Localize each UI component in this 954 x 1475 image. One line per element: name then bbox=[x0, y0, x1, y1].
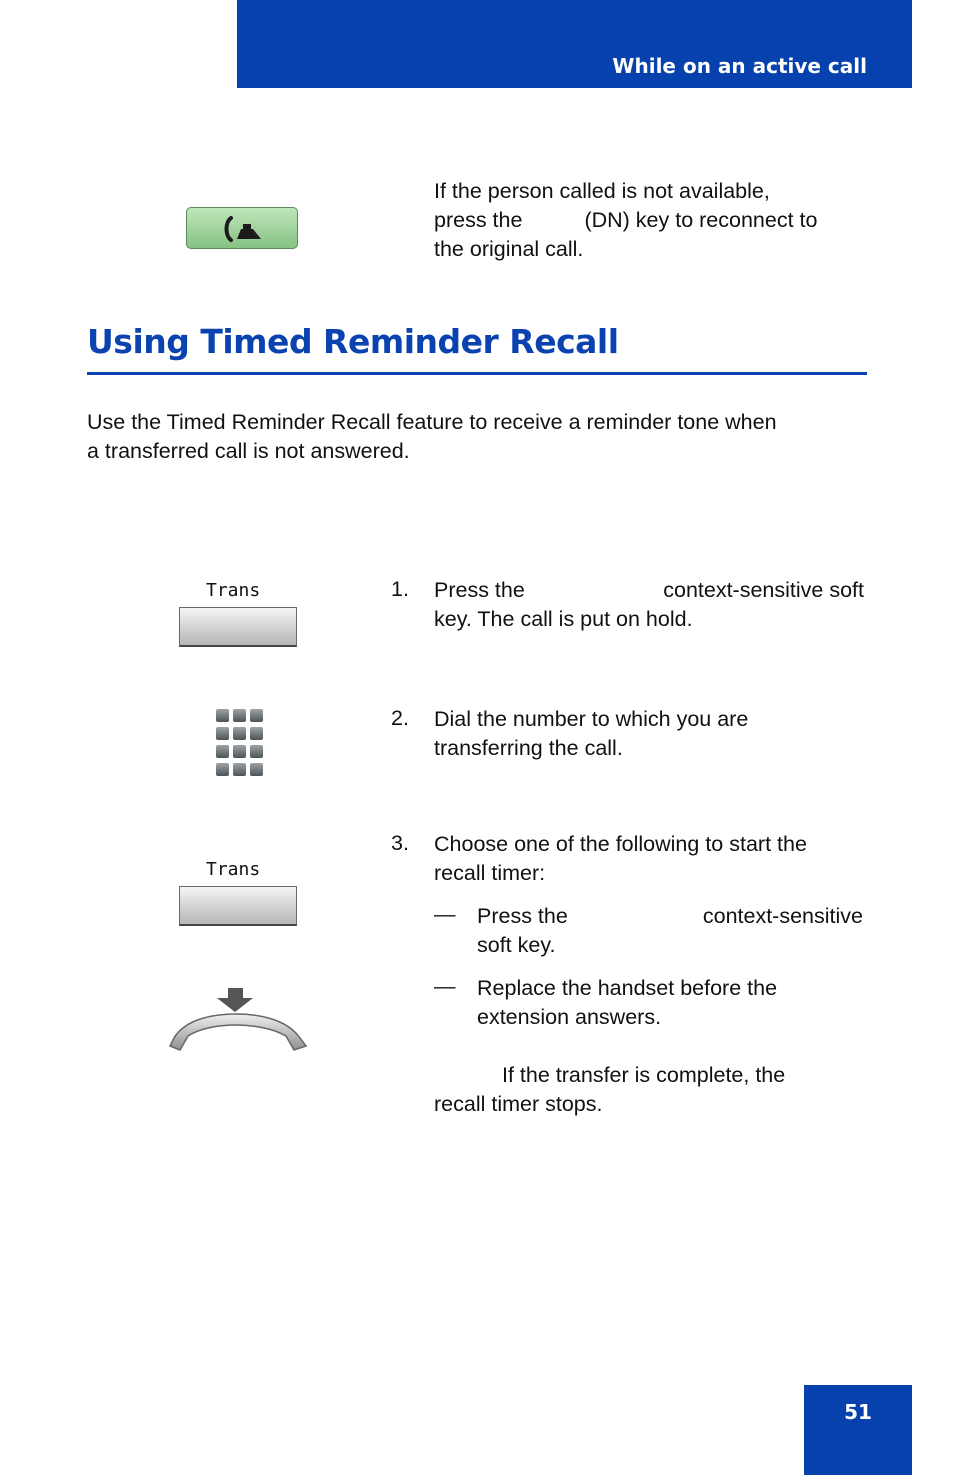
note-line-1-text: If the transfer is complete, the bbox=[502, 1063, 786, 1087]
intro-line-3: the original call. bbox=[434, 237, 584, 261]
step-1-line-1a: Press the bbox=[434, 578, 525, 602]
step-2-line-2: transferring the call. bbox=[434, 736, 623, 760]
intro-line-2b: (DN) key to reconnect to bbox=[584, 208, 818, 232]
option-1-line-1b: context-sensitive bbox=[702, 904, 863, 928]
dialpad-icon bbox=[216, 709, 264, 775]
page-number: 51 bbox=[844, 1400, 872, 1424]
step-2-line-1: Dial the number to which you are bbox=[434, 707, 749, 731]
option-1-text bbox=[477, 902, 863, 960]
step-1-line-1b: context-sensitive soft bbox=[663, 578, 864, 602]
step-1-number: 1. bbox=[391, 577, 409, 601]
step-2-text bbox=[434, 705, 748, 763]
option-1-dash: — bbox=[434, 902, 456, 926]
intro-line-1: If the person called is not available, bbox=[434, 179, 770, 203]
section-description bbox=[87, 408, 777, 466]
trans-softkey-2 bbox=[179, 886, 297, 926]
option-1-line-1a: Press the bbox=[477, 904, 568, 928]
step-1-text bbox=[434, 576, 864, 634]
trans-softkey-label: Trans bbox=[206, 580, 261, 601]
step-3-line-1: Choose one of the following to start the bbox=[434, 832, 807, 856]
trans-softkey-label-2: Trans bbox=[206, 859, 261, 880]
handset-hangup-icon bbox=[168, 988, 308, 1056]
header-bar bbox=[237, 0, 912, 88]
section-title: Using Timed Reminder Recall bbox=[87, 322, 619, 361]
step-1-line-1 bbox=[434, 576, 864, 605]
step-1-line-2: key. The call is put on hold. bbox=[434, 607, 693, 631]
page-number-box bbox=[804, 1385, 912, 1475]
option-2-dash: — bbox=[434, 974, 456, 998]
step-2-number: 2. bbox=[391, 706, 409, 730]
step-3-line-2: recall timer: bbox=[434, 861, 546, 885]
section-rule bbox=[87, 372, 867, 375]
dn-key-icon bbox=[186, 207, 298, 249]
option-2-line-1: Replace the handset before the bbox=[477, 976, 778, 1000]
step-3-number: 3. bbox=[391, 831, 409, 855]
header-title: While on an active call bbox=[612, 54, 867, 78]
intro-text bbox=[434, 177, 817, 264]
section-desc-line-1: Use the Timed Reminder Recall feature to receive a reminder tone when bbox=[87, 410, 777, 434]
trans-softkey bbox=[179, 607, 297, 647]
note-line-2: recall timer stops. bbox=[434, 1092, 603, 1116]
step-3-text bbox=[434, 830, 807, 888]
option-1-line-2: soft key. bbox=[477, 933, 556, 957]
option-2-text bbox=[477, 974, 777, 1032]
note-text bbox=[434, 1061, 785, 1119]
intro-line-2a: press the bbox=[434, 208, 523, 232]
note-line-1 bbox=[434, 1061, 785, 1090]
intro-line-2 bbox=[434, 206, 817, 235]
option-2-line-2: extension answers. bbox=[477, 1005, 662, 1029]
section-desc-line-2: a transferred call is not answered. bbox=[87, 439, 410, 463]
option-1-line-1 bbox=[477, 902, 863, 931]
